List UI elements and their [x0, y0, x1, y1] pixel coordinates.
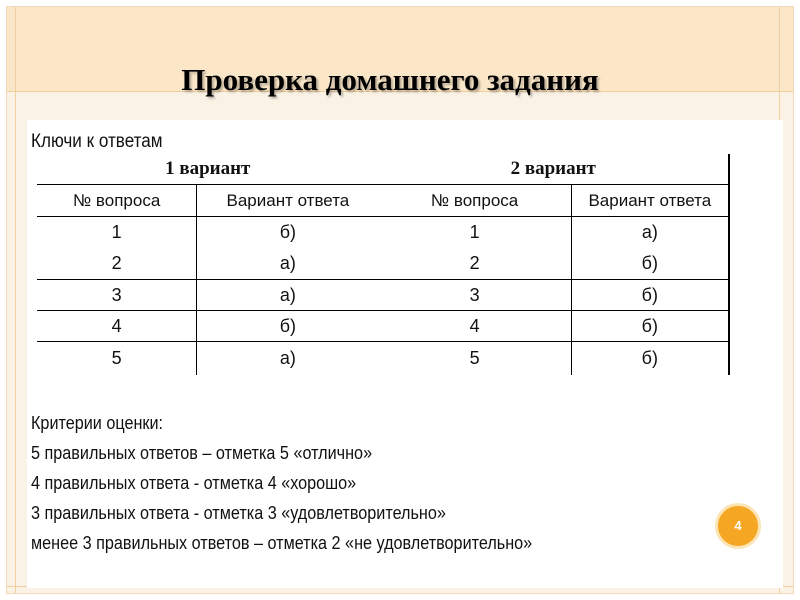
question-number: 5	[469, 347, 480, 368]
answer-value: б)	[641, 253, 658, 273]
answer-value: б)	[571, 342, 729, 375]
question-number: 3	[378, 280, 571, 311]
table-row	[37, 217, 729, 280]
answer-value: а)	[279, 253, 296, 273]
table-cell	[197, 217, 379, 280]
criteria-line: 4 правильных ответа - отметка 4 «хорошо»	[31, 473, 357, 493]
answer-value: б)	[279, 222, 297, 242]
page-number-badge: 4	[715, 503, 761, 549]
question-number: 3	[37, 280, 197, 311]
column-header-answer-1: Вариант ответа	[197, 185, 379, 217]
table-row	[37, 342, 729, 375]
criteria-heading: Критерии оценки:	[31, 413, 164, 433]
question-number: 2	[469, 253, 480, 273]
criteria-line: менее 3 правильных ответов – отметка 2 «не удовлетворительно»	[31, 533, 533, 553]
question-number: 2	[111, 253, 122, 273]
variant-2-header: 2 вариант	[378, 154, 729, 185]
question-number: 5	[111, 347, 122, 368]
answer-value: а)	[197, 342, 379, 375]
table-row	[37, 311, 729, 342]
answer-value: б)	[571, 280, 729, 311]
question-number: 4	[378, 311, 571, 342]
column-header-question-1: № вопроса	[37, 185, 197, 217]
table-row	[37, 280, 729, 311]
column-header-question-2: № вопроса	[378, 185, 571, 217]
question-number: 4	[37, 311, 197, 342]
table-cell	[378, 217, 571, 280]
grading-criteria	[31, 408, 532, 558]
table-cell	[571, 217, 729, 280]
answer-value: а)	[641, 222, 658, 242]
variant-1-header: 1 вариант	[37, 154, 378, 185]
answer-value: б)	[571, 311, 729, 342]
answer-value: а)	[197, 280, 379, 311]
criteria-line: 5 правильных ответов – отметка 5 «отлично»	[31, 443, 373, 463]
criteria-line: 3 правильных ответа - отметка 3 «удовлетворительно»	[31, 503, 446, 523]
question-number: 1	[469, 222, 480, 242]
column-header-row	[37, 185, 729, 217]
answer-value: б)	[197, 311, 379, 342]
page-title: Проверка домашнего задания	[181, 62, 599, 97]
column-header-answer-2: Вариант ответа	[571, 185, 729, 217]
table-cell	[37, 217, 197, 280]
answer-keys-label: Ключи к ответам	[31, 131, 163, 152]
variant-header-row	[37, 154, 729, 185]
question-number: 1	[111, 222, 122, 242]
answer-key-table	[37, 154, 730, 375]
